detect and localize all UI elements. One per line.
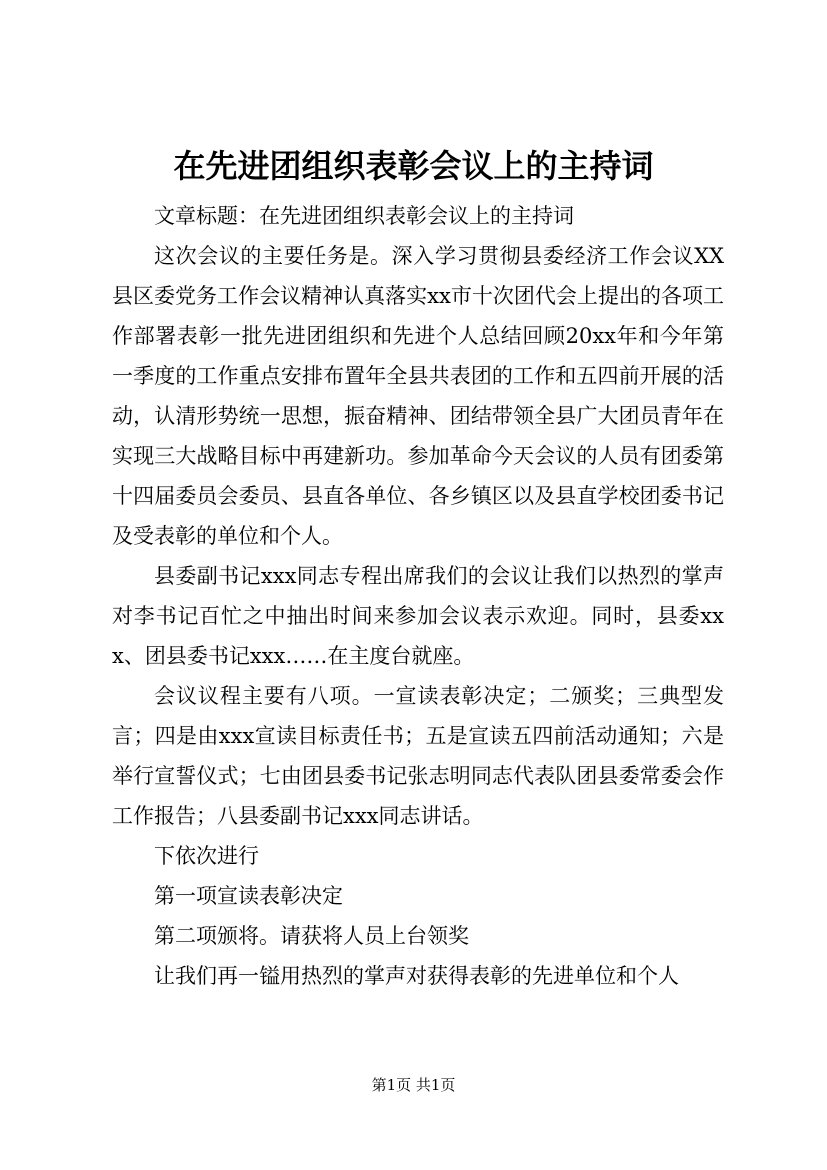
paragraph-proceed: 下依次进行 xyxy=(154,844,259,868)
paragraph-item-one: 第一项宣读表彰决定 xyxy=(154,884,343,908)
paragraph-welcome: 县委副书记xxx同志专程出席我们的会议让我们以热烈的掌声对李书记百忙之中抽出时间来参加会议表示欢迎。同时，县委xxx、团县委书记xxx……在主度台就座。 xyxy=(112,564,724,668)
document-body xyxy=(112,196,724,996)
document-title: 在先进团组织表彰会议上的主持词 xyxy=(173,147,654,185)
paragraph-item-two: 第二项颁将。请获将人员上台领奖 xyxy=(154,924,469,948)
paragraph-applause: 让我们再一镒用热烈的掌声对获得表彰的先进单位和个人 xyxy=(154,964,679,988)
paragraph-article-title: 文章标题：在先进团组织表彰会议上的主持词 xyxy=(154,204,574,228)
paragraph-agenda: 会议议程主要有八项。一宣读表彰决定；二颁奖；三典型发言；四是由xxx宣读目标责任书；五是宣读五四前活动通知；六是举行宣誓仪式；七由团县委书记张志明同志代表队团县委常委会作工作报告；八县委副书记xxx同志讲话。 xyxy=(112,684,724,828)
page-number: 第1页 共1页 xyxy=(371,1076,456,1094)
paragraph-meeting-tasks: 这次会议的主要任务是。深入学习贯彻县委经济工作会议XX县区委党务工作会议精神认真落实xx市十次团代会上提出的各项工作部署表彰一批先进团组织和先进个人总结回顾20xx年和今年第一季度的工作重点安排布置年全县共表团的工作和五四前开展的活动，认清形势统一思想，振奋精神、团结带领全县广大团员青年在实现三大战略目标中再建新功。参加革命今天会议的人员有团委第十四届委员会委员、县直各单位、各乡镇区以及县直学校团委书记及受表彰的单位和个人。 xyxy=(112,244,724,548)
